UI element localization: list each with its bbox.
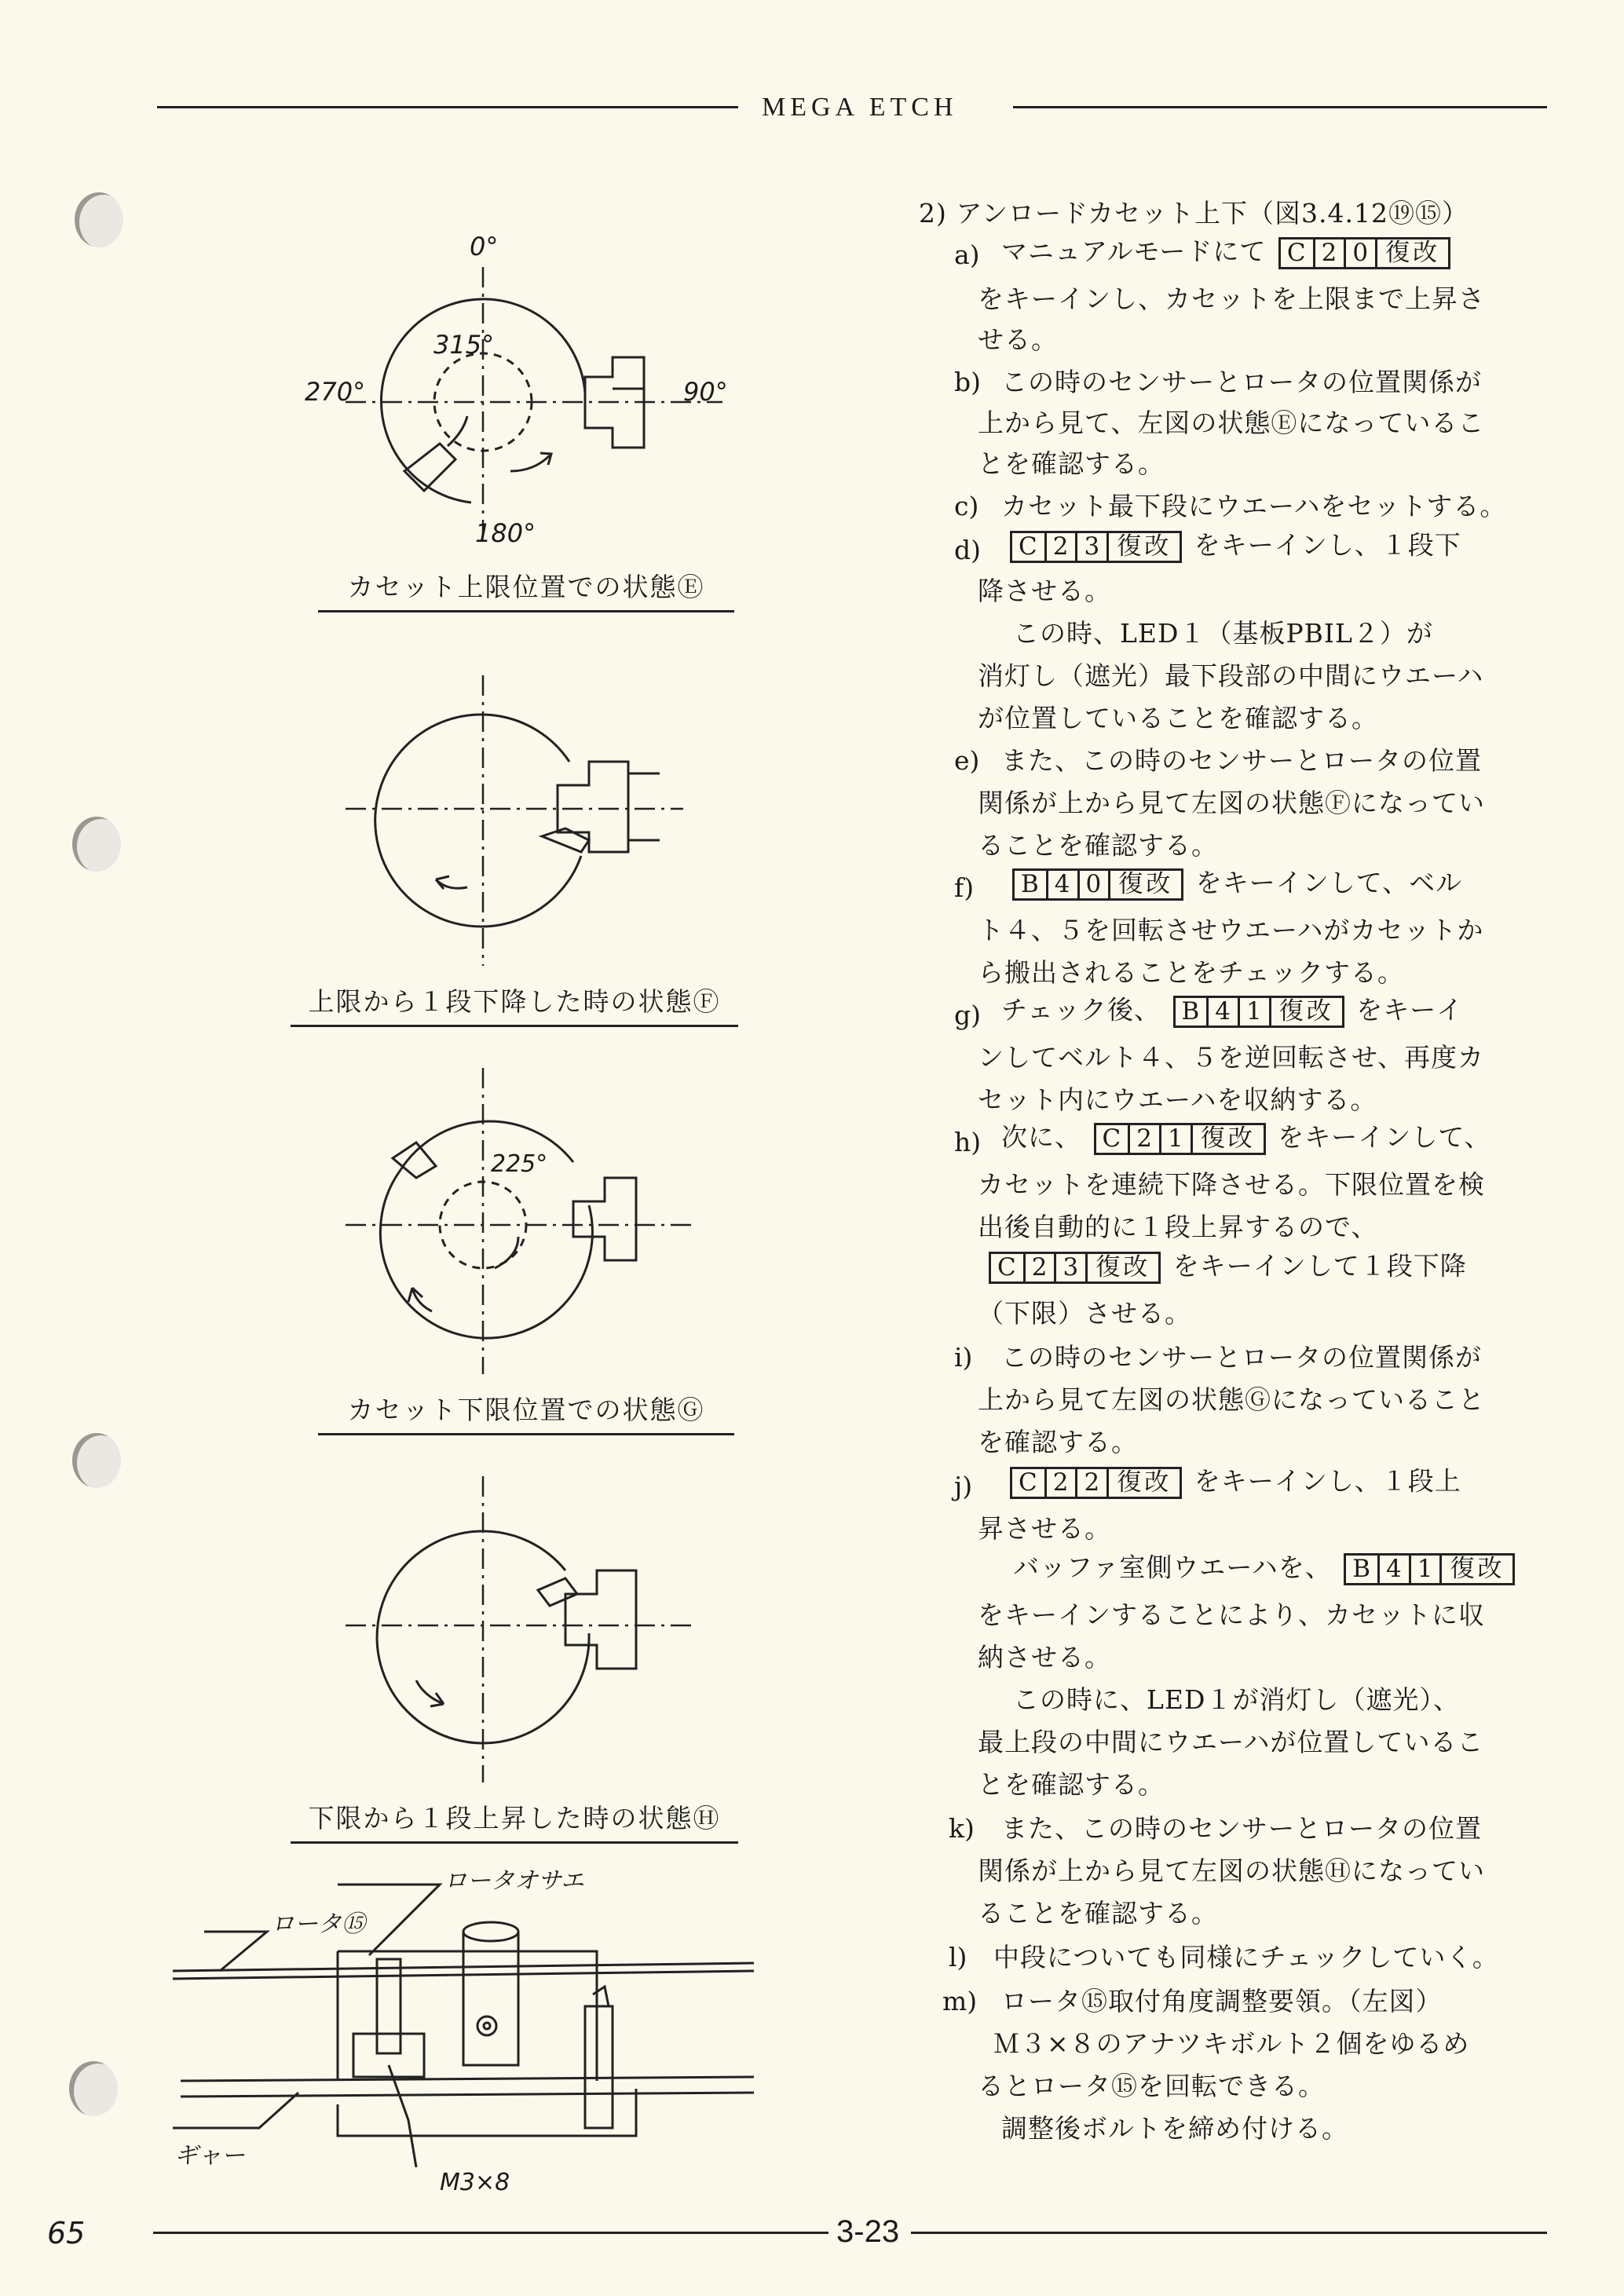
step-l-line-1: 中段についても同様にチェックしていく。 (993, 1942, 1499, 1972)
angle-label-315: 315° (433, 330, 495, 360)
step-d-line-2: 降させる。 (978, 576, 1111, 606)
step-h-line-1 (1001, 1123, 1491, 1155)
header-rule-right (1013, 106, 1547, 108)
key-sequence-b41-b: B 4 1 復改 (1344, 1553, 1515, 1585)
punch-hole (75, 192, 123, 247)
section-title: 2) アンロードカセット上下（図3.4.12⑲⑮） (919, 198, 1469, 229)
marker-m: m) (942, 1986, 978, 2016)
step-g-pre: チェック後、 (1001, 994, 1161, 1026)
step-m-line-3: るとロータ⑮を回転できる。 (978, 2071, 1325, 2101)
step-k-line-2: 関係が上から見て左図の状態Ⓗになってい (978, 1855, 1485, 1886)
angle-label-90: 90° (683, 377, 728, 407)
step-h-line-2: カセットを連続下降させる。下限位置を検 (978, 1169, 1485, 1200)
step-a-pre: マニュアルモードにて (1001, 236, 1267, 267)
step-j-line-1 (1007, 1467, 1461, 1499)
key-sequence-c21: C 2 1 復改 (1094, 1123, 1266, 1155)
step-m-line-1: ロータ⑮取付角度調整要領。（左図） (1001, 1986, 1443, 2016)
step-j-l3-pre: バッファ室側ウエーハを、 (1013, 1552, 1332, 1583)
rotor-cross-section-diagram (157, 1869, 832, 2199)
step-h-pre: 次に、 (1001, 1121, 1081, 1153)
marker-f: f) (954, 872, 975, 903)
step-j-line-3 (1013, 1553, 1518, 1585)
step-d-post: をキーインし、１段下 (1194, 529, 1461, 561)
step-h-l4-post: をキーインして１段下降 (1172, 1250, 1467, 1281)
angle-label-225: 225° (491, 1150, 548, 1178)
step-b-line-1: この時のセンサーとロータの位置関係が (1001, 367, 1482, 397)
step-g-post: をキーイ (1356, 994, 1464, 1026)
step-j-line-7: 最上段の中間にウエーハが位置しているこ (978, 1727, 1484, 1757)
footer-rule-right (911, 2232, 1547, 2234)
label-gear: ギャー (174, 2142, 245, 2170)
step-a-line-3: せる。 (978, 324, 1058, 355)
key-sequence-b41: B 4 1 復改 (1173, 996, 1344, 1028)
step-h-post: をキーインして、 (1278, 1121, 1491, 1153)
key-sequence-c23-b: C 2 3 復改 (989, 1252, 1161, 1284)
step-e-line-1: また、この時のセンサーとロータの位置 (1001, 745, 1482, 776)
step-g-line-3: セット内にウエーハを収納する。 (978, 1084, 1377, 1115)
key-sequence-c23: C 2 3 復改 (1010, 531, 1182, 563)
step-a-line-1 (1001, 237, 1454, 269)
label-bolt: M3×8 (440, 2169, 510, 2196)
step-e-line-2: 関係が上から見て左図の状態Ⓕになってい (978, 788, 1485, 818)
handwritten-page-mark: 65 (47, 2216, 86, 2250)
footer-rule-left (153, 2232, 828, 2234)
figure-h-diagram (330, 1476, 738, 1790)
step-e-line-3: ることを確認する。 (978, 830, 1218, 861)
step-j-line-2: 昇させる。 (978, 1513, 1111, 1544)
figure-e-diagram (330, 236, 738, 550)
angle-label-270: 270° (305, 377, 366, 407)
step-f-post: をキーインして、ベル (1195, 867, 1463, 898)
marker-i: i) (954, 1342, 973, 1373)
step-g-line-1 (1001, 996, 1463, 1028)
punch-hole (72, 817, 121, 872)
marker-b: b) (954, 367, 981, 397)
marker-j: j) (954, 1471, 973, 1501)
label-rotor-osae: ロータオサエ (444, 1867, 584, 1895)
step-m-line-4: 調整後ボルトを締め付ける。 (1001, 2113, 1348, 2144)
page-number: 3-23 (836, 2214, 900, 2249)
header-title: MEGA ETCH (762, 93, 958, 122)
step-d-line-3: この時、LED１（基板PBIL２）が (1013, 618, 1433, 649)
marker-h: h) (954, 1127, 982, 1157)
step-j-line-4: をキーインすることにより、カセットに収 (978, 1600, 1485, 1630)
step-f-line-3: ら搬出されることをチェックする。 (978, 957, 1405, 988)
marker-c: c) (954, 491, 979, 521)
step-d-line-1 (1007, 531, 1461, 563)
step-j-post: をキーインし、１段上 (1194, 1465, 1461, 1497)
step-f-line-2: ト４、５を回転させウエーハがカセットか (978, 915, 1484, 945)
marker-g: g) (954, 1000, 981, 1030)
step-i-line-3: を確認する。 (978, 1427, 1138, 1457)
punch-hole (72, 1433, 121, 1488)
marker-l: l) (949, 1942, 967, 1972)
figure-e-caption: カセット上限位置での状態Ⓔ (318, 567, 734, 612)
figure-f-caption: 上限から１段下降した時の状態Ⓕ (291, 982, 738, 1027)
figure-g-diagram (330, 1068, 738, 1382)
step-j-line-6: この時に、LED１が消灯し（遮光）、 (1013, 1684, 1460, 1715)
step-h-line-3: 出後自動的に１段上昇するので、 (978, 1212, 1378, 1242)
key-sequence-b40: B 4 0 復改 (1012, 868, 1183, 901)
angle-label-0: 0° (470, 232, 499, 261)
marker-a: a) (954, 239, 980, 270)
angle-label-180: 180° (475, 518, 536, 548)
step-m-line-2: Ｍ３×８のアナツキボルト２個をゆるめ (993, 2028, 1470, 2059)
step-c-line-1: カセット最下段にウエーハをセットする。 (1001, 491, 1507, 521)
step-j-line-5: 納させる。 (978, 1642, 1111, 1673)
step-j-line-8: とを確認する。 (978, 1769, 1165, 1800)
step-i-line-1: この時のセンサーとロータの位置関係が (1001, 1342, 1482, 1373)
step-i-line-2: 上から見て左図の状態Ⓖになっていること (978, 1384, 1485, 1415)
key-sequence-c22: C 2 2 復改 (1010, 1467, 1182, 1499)
step-k-line-1: また、この時のセンサーとロータの位置 (1001, 1813, 1482, 1844)
key-sequence-c20: C 2 0 復改 (1278, 237, 1450, 269)
figure-h-caption: 下限から１段上昇した時の状態Ⓗ (291, 1798, 738, 1844)
step-d-line-4: 消灯し（遮光）最下段部の中間にウエーハ (978, 660, 1484, 691)
figure-f-diagram (330, 660, 738, 974)
figure-g-caption: カセット下限位置での状態Ⓖ (318, 1390, 734, 1435)
step-b-line-2: 上から見て、左図の状態Ⓔになっているこ (978, 408, 1485, 438)
step-a-line-2: をキーインし、カセットを上限まで上昇さ (978, 283, 1485, 314)
step-f-line-1 (1009, 868, 1462, 901)
step-g-line-2: ンしてベルト４、５を逆回転させ、再度カ (978, 1042, 1485, 1073)
marker-k: k) (949, 1813, 975, 1844)
step-d-line-5: が位置していることを確認する。 (978, 703, 1378, 733)
punch-hole (69, 2061, 118, 2116)
step-k-line-3: ることを確認する。 (978, 1898, 1218, 1929)
label-rotor: ロータ⑮ (271, 1910, 365, 1938)
marker-e: e) (954, 745, 980, 776)
marker-d: d) (954, 535, 981, 565)
step-b-line-3: とを確認する。 (978, 448, 1165, 479)
header-rule-left (157, 106, 738, 108)
step-h-line-5: （下限）させる。 (978, 1298, 1191, 1329)
step-h-line-4 (986, 1252, 1467, 1284)
